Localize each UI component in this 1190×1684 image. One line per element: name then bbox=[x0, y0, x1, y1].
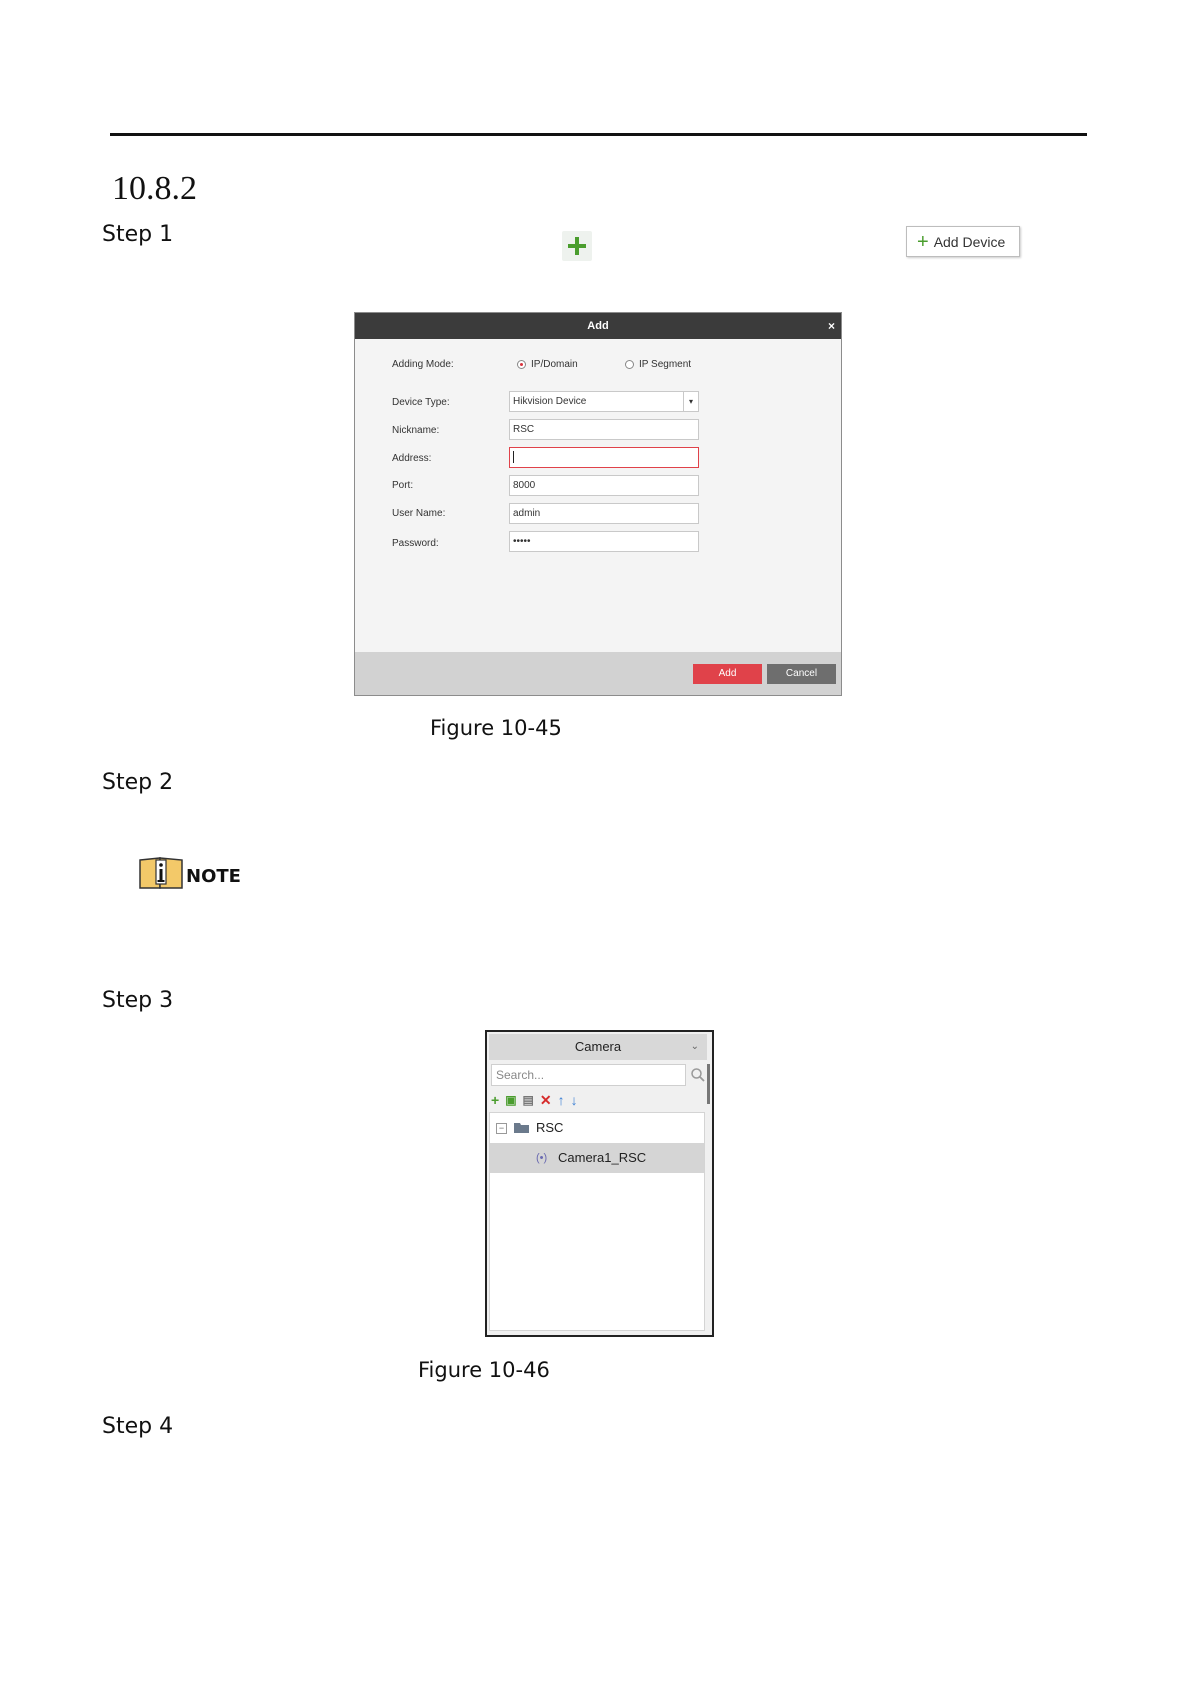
dialog-title-bar bbox=[355, 313, 841, 339]
address-label: Address: bbox=[392, 453, 432, 464]
folder-icon bbox=[514, 1122, 530, 1134]
delete-icon[interactable]: ✕ bbox=[539, 1091, 552, 1108]
adding-mode-label: Adding Mode: bbox=[392, 359, 454, 370]
option-ip-segment: IP Segment bbox=[639, 359, 692, 370]
add-device-button[interactable] bbox=[906, 226, 1020, 257]
camera-panel-header[interactable] bbox=[489, 1034, 707, 1060]
close-icon[interactable]: × bbox=[827, 319, 835, 333]
add-icon bbox=[562, 231, 592, 261]
copy-icon[interactable]: ▤ bbox=[522, 1093, 534, 1107]
figure-caption-46: Figure 10-46 bbox=[418, 1358, 550, 1382]
add-device-label: Add Device bbox=[933, 233, 1006, 250]
camera-toolbar bbox=[491, 1090, 578, 1110]
dialog-footer bbox=[355, 652, 841, 695]
chevron-down-icon[interactable]: ⌄ bbox=[690, 1041, 699, 1052]
search-input[interactable]: Search... bbox=[491, 1064, 686, 1086]
device-type-label: Device Type: bbox=[392, 397, 450, 408]
device-type-select[interactable] bbox=[509, 391, 699, 412]
add-icon[interactable]: + bbox=[491, 1092, 500, 1108]
note-label: NOTE bbox=[186, 866, 241, 887]
address-input[interactable] bbox=[509, 447, 699, 468]
radio-ip-segment[interactable] bbox=[625, 360, 634, 369]
nickname-input[interactable]: RSC bbox=[509, 419, 699, 440]
nickname-label: Nickname: bbox=[392, 425, 440, 436]
step-1-label: Step 1 bbox=[102, 222, 174, 247]
text-caret bbox=[513, 451, 514, 463]
tree-camera-label: Camera1_RSC bbox=[558, 1150, 647, 1165]
camera-tree bbox=[489, 1112, 705, 1331]
collapse-icon[interactable]: − bbox=[496, 1123, 507, 1134]
step-3-label: Step 3 bbox=[102, 988, 174, 1013]
figure-caption-45: Figure 10-45 bbox=[430, 716, 562, 740]
move-up-icon[interactable]: ↑ bbox=[557, 1092, 565, 1108]
plus-icon: + bbox=[917, 230, 929, 253]
radio-ip-domain[interactable] bbox=[517, 360, 526, 369]
tree-group-row[interactable] bbox=[490, 1113, 704, 1143]
chevron-down-icon: ▾ bbox=[683, 392, 698, 411]
camera-panel-title: Camera bbox=[574, 1039, 622, 1054]
import-icon[interactable]: ▣ bbox=[505, 1093, 517, 1107]
step-4-label: Step 4 bbox=[102, 1414, 174, 1439]
password-label: Password: bbox=[392, 538, 439, 549]
camera-icon: (•) bbox=[536, 1152, 548, 1164]
port-label: Port: bbox=[392, 480, 414, 491]
note-callout bbox=[138, 854, 248, 890]
radio-selected-dot bbox=[520, 363, 523, 366]
camera-panel bbox=[485, 1030, 714, 1337]
add-device-dialog bbox=[354, 312, 842, 696]
step-2-label: Step 2 bbox=[102, 770, 174, 795]
device-type-value: Hikvision Device bbox=[513, 396, 587, 407]
book-info-icon bbox=[138, 854, 184, 890]
cancel-button[interactable]: Cancel bbox=[767, 664, 836, 684]
user-name-input[interactable]: admin bbox=[509, 503, 699, 524]
port-input[interactable]: 8000 bbox=[509, 475, 699, 496]
tree-group-label: RSC bbox=[536, 1120, 564, 1135]
user-name-label: User Name: bbox=[392, 508, 446, 519]
section-number: 10.8.2 bbox=[112, 170, 197, 207]
password-input[interactable]: ••••• bbox=[509, 531, 699, 552]
move-down-icon[interactable]: ↓ bbox=[570, 1092, 578, 1108]
dialog-title: Add bbox=[587, 320, 609, 332]
tree-camera-row[interactable] bbox=[490, 1143, 704, 1173]
search-icon[interactable] bbox=[690, 1067, 706, 1083]
option-ip-domain: IP/Domain bbox=[531, 359, 578, 370]
add-button[interactable]: Add bbox=[693, 664, 762, 684]
header-rule bbox=[110, 133, 1087, 136]
scrollbar[interactable] bbox=[707, 1064, 710, 1104]
